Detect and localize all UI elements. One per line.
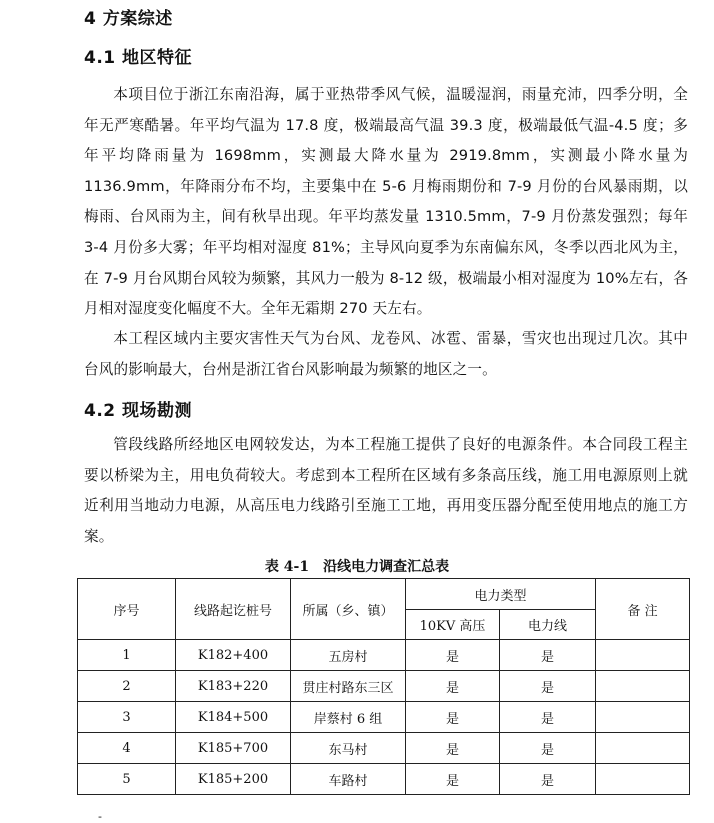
table-row [78,702,690,733]
cell-hv: 是 [406,640,500,671]
cell-power-line: 是 [500,764,596,795]
table-header-row [78,579,690,610]
cell-remark [596,733,690,764]
cell-power-line: 是 [500,733,596,764]
paragraph-survey: 管段线路所经地区电网较发达，为本工程施工提供了良好的电源条件。本合同段工程主要以桥梁为主，用电负荷较大。考虑到本工程所在区域有多条高压线，施工用电源原则上就近利用当地动力电源，从高压电力线路引至施工工地，再用变压器分配至使用地点的施工方案。 [84,436,688,545]
cell-hv: 是 [406,733,500,764]
cell-belongs: 车路村 [291,764,406,795]
cell-station: K182+400 [176,640,291,671]
header-station: 线路起讫桩号 [176,579,291,640]
cell-power-line: 是 [500,671,596,702]
header-power-line: 电力线 [500,610,596,640]
header-power-type: 电力类型 [406,579,596,610]
section-heading-survey: 4.2 现场勘测 [84,401,193,421]
cell-index: 5 [78,764,176,795]
cell-power-line: 是 [500,702,596,733]
header-hv: 10KV 高压 [406,610,500,640]
cell-remark [596,702,690,733]
cell-station: K184+500 [176,702,291,733]
cell-index: 1 [78,640,176,671]
table-row [78,764,690,795]
cell-hv: 是 [406,702,500,733]
header-index: 序号 [78,579,176,640]
footer-mark: - [98,810,102,823]
page-title: 4 方案综述 [84,9,173,29]
cell-station: K183+220 [176,671,291,702]
cell-hv: 是 [406,764,500,795]
cell-belongs: 东马村 [291,733,406,764]
cell-index: 4 [78,733,176,764]
cell-index: 2 [78,671,176,702]
section-heading-region: 4.1 地区特征 [84,48,193,68]
power-survey-table [77,578,690,795]
header-remark: 备 注 [596,579,690,640]
paragraph-disasters: 本工程区域内主要灾害性天气为台风、龙卷风、冰雹、雷暴，雪灾也出现过几次。其中台风的影响最大，台州是浙江省台风影响最为频繁的地区之一。 [84,330,688,378]
cell-power-line: 是 [500,640,596,671]
table-row [78,640,690,671]
cell-remark [596,671,690,702]
paragraph-climate: 本项目位于浙江东南沿海，属于亚热带季风气候，温暖湿润，雨量充沛，四季分明，全年无严寒酷暑。年平均气温为 17.8 度，极端最高气温 39.3 度，极端最低气温-4.5 度；多年平均降雨量为 1698mm，实测最大降水量为 2919.8mm，实测最小降水量为 1136.9mm，年降雨分布不均，主要集中在 5-6 月梅雨期份和 7-9 月份的台风暴雨期，以梅雨、台风雨为主，间有秋旱出现。年平均蒸发量 1310.5mm，7-9 月份蒸发强烈；每年 3-4 月份多大雾；年平均相对湿度 81%；主导风向夏季为东南偏东风，冬季以西北风为主，在 7-9 月台风期台风较为频繁，其风力一般为 8-12 级，极端最小相对湿度为 10%左右，各月相对湿度变化幅度不大。全年无霜期 270 天左右。 [84,86,688,318]
table-caption: 表 4-1 沿线电力调查汇总表 [264,559,450,575]
cell-belongs: 岸蔡村 6 组 [291,702,406,733]
cell-index: 3 [78,702,176,733]
cell-remark [596,764,690,795]
header-belongs: 所属（乡、镇） [291,579,406,640]
cell-station: K185+200 [176,764,291,795]
cell-belongs: 贯庄村路东三区 [291,671,406,702]
cell-remark [596,640,690,671]
table-row [78,671,690,702]
cell-station: K185+700 [176,733,291,764]
cell-belongs: 五房村 [291,640,406,671]
cell-hv: 是 [406,671,500,702]
table-row [78,733,690,764]
